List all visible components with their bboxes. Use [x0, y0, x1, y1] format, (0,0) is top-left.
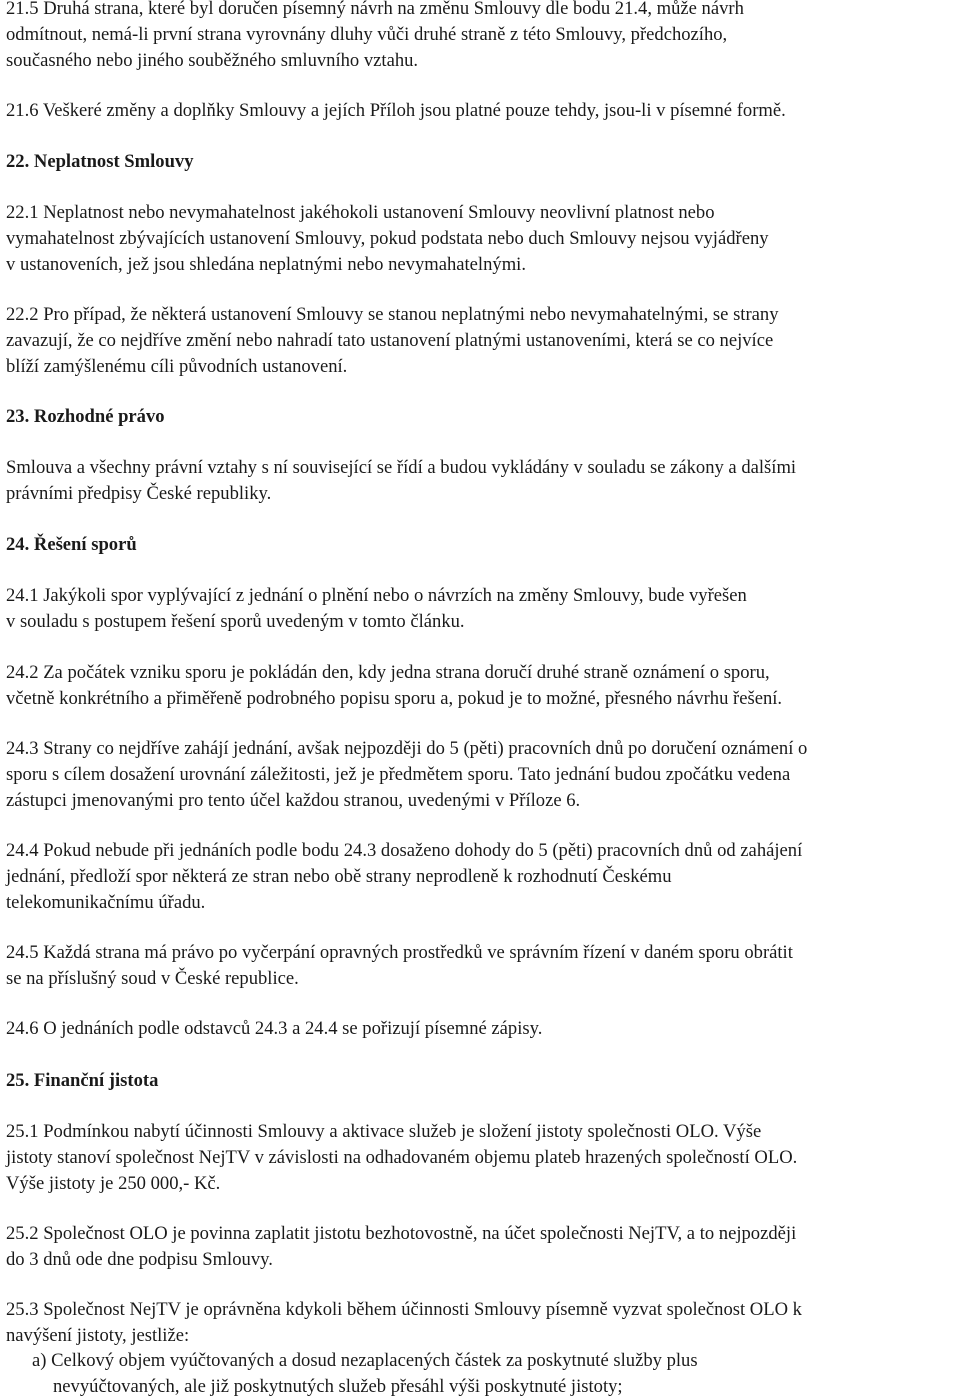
text-line: 24.5 Každá strana má právo po vyčerpání opravných prostředků ve správním řízení v daném sporu obrátit: [6, 942, 793, 963]
paragraph-24-1: [6, 583, 958, 635]
paragraph-24-4: [6, 838, 958, 915]
text-line: blíží zamýšlenému cíli původních ustanovení.: [6, 355, 348, 377]
text-line: Smlouva a všechny právní vztahy s ní související se řídí a budou vykládány v souladu se zákony a dalšími: [6, 457, 797, 478]
text-line: 21.6 Veškeré změny a doplňky Smlouvy a jejích Příloh jsou platné pouze tehdy, jsou-li v písemné formě.: [6, 100, 786, 121]
text-line: a) Celkový objem vyúčtovaných a dosud nezaplacených částek za poskytnuté služby plus: [32, 1350, 698, 1371]
text-line: nevyúčtovaných, ale již poskytnutých služeb přesáhl výši poskytnuté jistoty;: [53, 1375, 623, 1397]
text-line: telekomunikačnímu úřadu.: [6, 891, 206, 913]
text-line: odmítnout, nemá-li první strana vyrovnány dluhy vůči druhé straně z této Smlouvy, předchozího,: [6, 23, 728, 45]
text-line: 25.3 Společnost NejTV je oprávněna kdykoli během účinnosti Smlouvy písemně vyzvat společnost OLO k: [6, 1299, 802, 1320]
text-line: 24.1 Jakýkoli spor vyplývající z jednání o plnění nebo o návrzích na změny Smlouvy, bude vyřešen: [6, 585, 747, 606]
text-line: sporu s cílem dosažení urovnání záležitosti, jež je předmětem sporu. Tato jednání budou zpočátku vedena: [6, 763, 791, 785]
text-line: 25.1 Podmínkou nabytí účinnosti Smlouvy a aktivace služeb je složení jistoty společnosti OLO. Výše: [6, 1121, 762, 1142]
text-line: včetně konkrétního a přiměřeně podrobného popisu sporu a, pokud je to možné, přesného návrhu řešení.: [6, 687, 783, 709]
text-line: 22.2 Pro případ, že některá ustanovení Smlouvy se stanou neplatnými nebo nevymahatelnými, se strany: [6, 304, 779, 325]
text-line: 24.2 Za počátek vzniku sporu je pokládán den, kdy jedna strana doručí druhé straně oznámení o sporu,: [6, 662, 770, 683]
text-line: zástupci jmenovanými pro tento účel každou stranou, uvedenými v Příloze 6.: [6, 789, 581, 811]
section-heading-24: 24. Řešení sporů: [6, 534, 137, 555]
text-line: zavazují, že co nejdříve změní nebo nahradí tato ustanovení platnými ustanoveními, která se co nejvíce: [6, 329, 774, 351]
text-line: 24.6 O jednáních podle odstavců 24.3 a 24.4 se pořizují písemné zápisy.: [6, 1018, 543, 1039]
paragraph-22-1: [6, 200, 958, 277]
paragraph-24-3: [6, 736, 958, 813]
text-line: jednání, předloží spor některá ze stran nebo obě strany neprodleně k rozhodnutí Českému: [6, 865, 672, 887]
text-line: 21.5 Druhá strana, které byl doručen písemný návrh na změnu Smlouvy dle bodu 21.4, může návrh: [6, 0, 744, 19]
section-heading-22: 22. Neplatnost Smlouvy: [6, 151, 194, 172]
paragraph-23: [6, 455, 958, 507]
list-item-a: [32, 1348, 958, 1400]
text-line: vymahatelnost zbývajících ustanovení Smlouvy, pokud podstata nebo duch Smlouvy nejsou vyjádřeny: [6, 227, 769, 249]
text-line: 25.2 Společnost OLO je povinna zaplatit jistotu bezhotovostně, na účet společnosti NejTV, a to nejpozději: [6, 1223, 797, 1244]
paragraph-25-3: [6, 1297, 958, 1349]
text-line: 24.3 Strany co nejdříve zahájí jednání, avšak nejpozději do 5 (pěti) pracovních dnů po doručení oznámení o: [6, 738, 808, 759]
text-line: 22.1 Neplatnost nebo nevymahatelnost jakéhokoli ustanovení Smlouvy neovlivní platnost nebo: [6, 202, 715, 223]
paragraph-25-2: [6, 1221, 958, 1273]
paragraph-24-6: [6, 1016, 958, 1042]
text-line: navýšení jistoty, jestliže:: [6, 1324, 190, 1346]
paragraph-24-5: [6, 940, 958, 992]
text-line: právními předpisy České republiky.: [6, 482, 272, 504]
text-line: do 3 dnů ode dne podpisu Smlouvy.: [6, 1248, 273, 1270]
paragraph-25-1: [6, 1119, 958, 1196]
paragraph-21-6: [6, 98, 958, 124]
paragraph-22-2: [6, 302, 958, 379]
text-line: v souladu s postupem řešení sporů uvedeným v tomto článku.: [6, 610, 465, 632]
section-heading-25: 25. Finanční jistota: [6, 1070, 159, 1091]
paragraph-21-5: [6, 0, 958, 73]
paragraph-24-2: [6, 660, 958, 712]
text-line: 24.4 Pokud nebude při jednáních podle bodu 24.3 dosaženo dohody do 5 (pěti) pracovních dnů od zahájení: [6, 840, 803, 861]
text-line: se na příslušný soud v České republice.: [6, 967, 299, 989]
text-line: jistoty stanoví společnost NejTV v závislosti na odhadovaném objemu plateb hrazených společností OLO.: [6, 1146, 798, 1168]
text-line: současného nebo jiného souběžného smluvního vztahu.: [6, 49, 419, 71]
section-heading-23: 23. Rozhodné právo: [6, 406, 165, 427]
text-line: Výše jistoty je 250 000,- Kč.: [6, 1172, 221, 1194]
text-line: v ustanoveních, jež jsou shledána neplatnými nebo nevymahatelnými.: [6, 253, 526, 275]
